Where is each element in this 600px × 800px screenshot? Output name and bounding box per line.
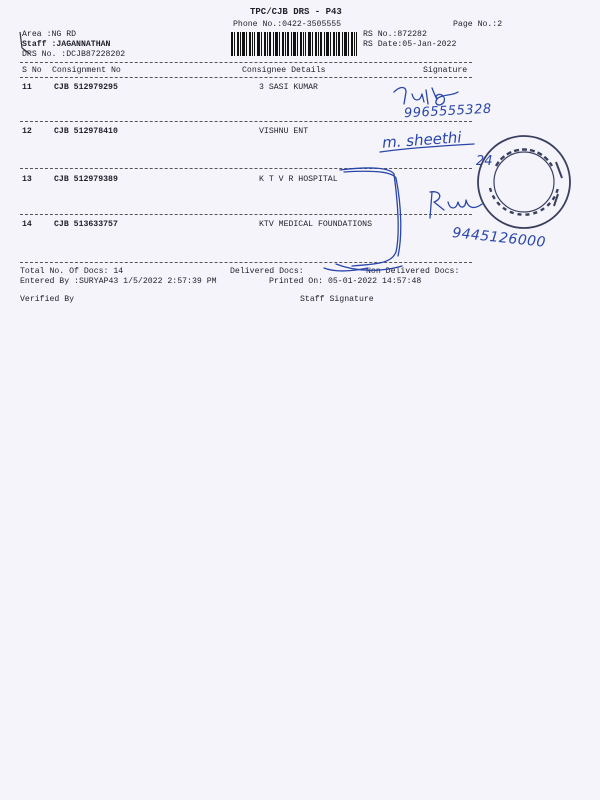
divider-header [20,77,472,78]
row-consignment: CJB 512979295 [54,83,118,92]
handwritten-phone-1: 9965555328 [403,101,493,122]
handwritten-number-2: 24 [476,154,493,169]
delivered-docs: Delivered Docs: [230,267,304,276]
col-sno: S No [22,66,42,75]
handwritten-name-2: m. sheethi [381,128,463,152]
handwritten-number-3: 9445126000 [451,225,547,251]
rs-number: RS No.:872282 [363,30,427,39]
printed-on: Printed On: 05-01-2022 14:57:48 [269,277,422,286]
row-sno: 12 [22,127,32,136]
row-sno: 14 [22,220,32,229]
staff-field: Staff :JAGANNATHAN [22,40,111,49]
rs-date: RS Date:05-Jan-2022 [363,40,457,49]
barcode-graphic [231,32,357,56]
ink-mark-delivered [322,262,372,274]
area-field: Area :NG RD [22,30,77,39]
row-consignee: VISHNU ENT [259,127,309,136]
margin-mark [16,30,36,64]
col-consignment: Consignment No [52,66,121,75]
non-delivered-docs: Non Delivered Docs: [366,267,460,276]
divider-top [20,62,472,63]
row-sno: 13 [22,175,32,184]
row-consignment: CJB 513633757 [54,220,118,229]
verified-by: Verified By [20,295,75,304]
row-consignment: CJB 512979389 [54,175,118,184]
staff-signature-label: Staff Signature [300,295,374,304]
phone-number: Phone No.:0422-3505555 [233,20,342,29]
bracket-mark [332,164,408,272]
page-number: Page No.:2 [453,20,503,29]
row-consignment: CJB 512978410 [54,127,118,136]
signature-underline-2 [378,142,478,156]
doc-title: TPC/CJB DRS - P43 [250,7,342,17]
drs-number: DRS No. :DCJB87228202 [22,50,126,59]
stamp-seal [474,132,574,232]
col-signature: Signature [423,66,468,75]
col-consignee: Consignee Details [242,66,326,75]
total-docs: Total No. Of Docs: 14 [20,267,124,276]
row-consignee: KTV MEDICAL FOUNDATIONS [259,220,373,229]
row-consignee: 3 SASI KUMAR [259,83,318,92]
row-consignee: K T V R HOSPITAL [259,175,338,184]
entered-by: Entered By :SURYAP43 1/5/2022 2:57:39 PM [20,277,217,286]
row-sno: 11 [22,83,32,92]
